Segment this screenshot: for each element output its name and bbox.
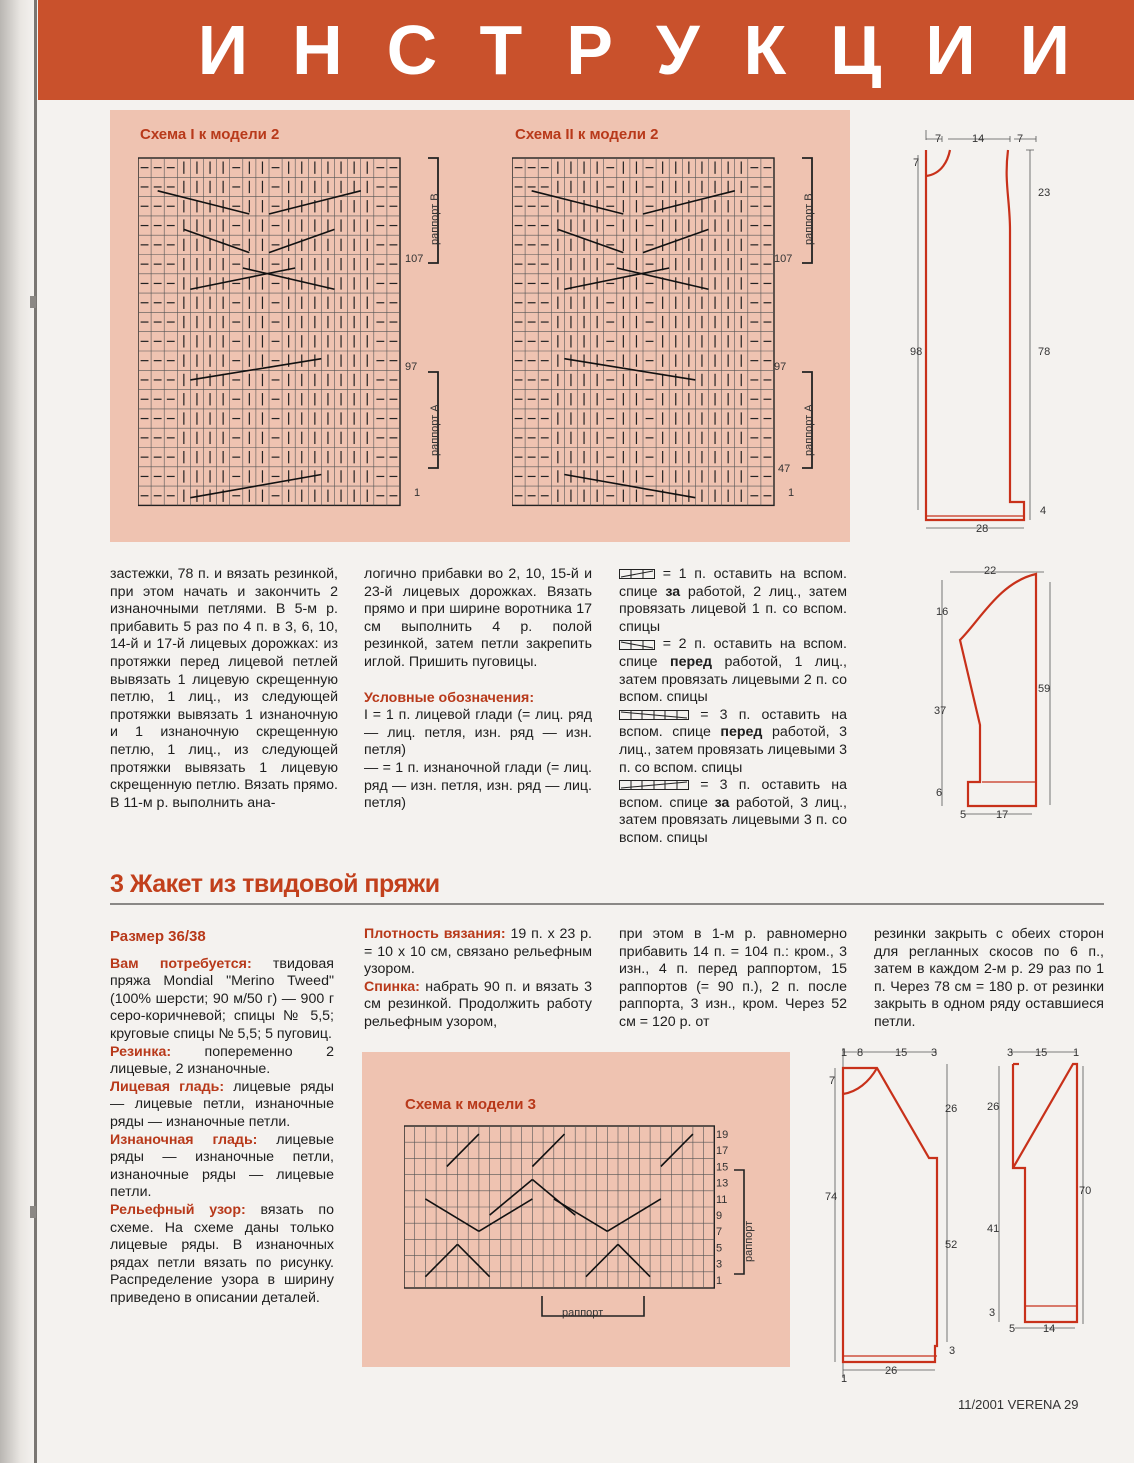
front-dim-78: 78 bbox=[1038, 346, 1051, 358]
binding-mark bbox=[30, 1206, 36, 1218]
front-dim-4: 4 bbox=[1040, 505, 1047, 517]
page-footer: 11/2001 VERENA 29 bbox=[958, 1397, 1079, 1412]
sleeve-dim-37: 37 bbox=[934, 705, 947, 717]
page-spine bbox=[0, 0, 34, 1463]
pattern-sleeve-2 bbox=[920, 560, 1070, 825]
chart2-rapport-b: раппорт В bbox=[803, 193, 815, 245]
front-dim-28: 28 bbox=[976, 523, 989, 535]
chart1-row-1: 1 bbox=[414, 487, 421, 499]
chart1-rapport-a: раппорт А bbox=[429, 404, 441, 456]
cable-crossing bbox=[607, 1199, 661, 1231]
chart3-rapport-h: раппорт bbox=[562, 1307, 604, 1319]
cable-3-3-right-icon bbox=[619, 780, 689, 790]
section-divider bbox=[110, 903, 1104, 905]
chart3-row-label: 1 bbox=[716, 1274, 723, 1287]
sleeve-dim-6: 6 bbox=[936, 787, 943, 799]
sleeve-dim-16: 16 bbox=[936, 606, 949, 618]
front-dim-7c: 7 bbox=[913, 157, 920, 169]
header-banner bbox=[38, 0, 1134, 100]
sleeve3-dim-70: 70 bbox=[1079, 1185, 1092, 1197]
sleeve-dim-5: 5 bbox=[960, 809, 967, 821]
chart3-row-label: 3 bbox=[716, 1258, 723, 1271]
sleeve3-dim-1: 1 bbox=[1073, 1047, 1080, 1059]
chart3-row-label: 13 bbox=[716, 1177, 729, 1190]
cable-crossing bbox=[554, 1199, 608, 1231]
section3-col2: Плотность вязания: 19 п. х 23 р. = 10 х 10 см, связано рельефным узором. Спинка: набрать 90 п. и вязать 3 см резинкой. Продолжить работу рельефным узором, bbox=[364, 926, 592, 1030]
chart2-title: Схема II к модели 2 bbox=[515, 126, 659, 143]
chart1-row-97: 97 bbox=[405, 361, 418, 373]
chart3-rapport-v: раппорт bbox=[743, 1220, 755, 1262]
chart2-row-47: 47 bbox=[778, 463, 791, 475]
chart3-row-label: 19 bbox=[716, 1129, 729, 1141]
section3-title: 3 Жакет из твидовой пряжи bbox=[110, 870, 440, 898]
front-dim-98: 98 bbox=[910, 346, 923, 358]
chart3-row-label: 11 bbox=[716, 1193, 728, 1206]
legend-title: Условные обозначения: bbox=[364, 689, 535, 706]
front-dim-7a: 7 bbox=[935, 133, 942, 145]
text-col1: застежки, 78 п. и вязать резинкой, при этом начать и закончить 2 изнаночными петлями. В 5-м р. прибавить 5 раз по 4 п. в 3, 6, 10, 14-й и 17-й лицевых дорожках: из протяжки перед лицевой петлей вывязать 1 лицевую скрещенную петлю, 1 лиц., из следующей протяжки вывязать 1 изнаночную и 1 изнаночную скрещенную петлю, 1 лиц., из следующей протяжки вывязать 1 лицевую скрещенную петлю. Вязать прямо. В 11-м р. выполнить ана- bbox=[110, 566, 338, 811]
legend-1: I = 1 п. лицевой глади (= лиц. ряд — лиц. петля, изн. ряд — изн. петля) bbox=[364, 707, 592, 759]
sleeve3-dim-3: 3 bbox=[1007, 1047, 1014, 1059]
pattern-front-2 bbox=[900, 130, 1080, 540]
cable-3-3-left-icon bbox=[619, 710, 689, 720]
cable-crossing bbox=[425, 1199, 479, 1231]
sleeve-dim-17: 17 bbox=[996, 809, 1009, 821]
cable-crossing bbox=[661, 1134, 693, 1166]
text-col3: = 1 п. оставить на вспом. спице за работой, 2 лиц., затем провязать лицевой 1 п. со вспом. спицы = 2 п. оставить на вспом. спице перед работой, 1 лиц., затем провязать лицевыми 2 п. со вспом. спицы = 3 п. оставить на вспом. спице перед работой, 3 лиц., затем провязать лицевыми 3 п. со вспом. спицы = 3 п. оставить на вспом. спице за работой, 3 лиц., затем провязать лицевыми 3 п. со вспом. спицы bbox=[619, 566, 848, 846]
chart3-row-label: 17 bbox=[716, 1145, 729, 1158]
chart3-title: Схема к модели 3 bbox=[405, 1096, 537, 1113]
chart2-row-107: 107 bbox=[774, 253, 793, 265]
back3-dim-74: 74 bbox=[825, 1191, 838, 1203]
chart1-rapport-b: раппорт В bbox=[429, 193, 441, 245]
sleeve3-dim-41: 41 bbox=[987, 1223, 1000, 1235]
chart3-row-label: 5 bbox=[716, 1242, 723, 1255]
back3-dim-1b: 1 bbox=[841, 1373, 848, 1382]
chart2-row-97: 97 bbox=[774, 361, 787, 373]
back3-dim-52: 52 bbox=[945, 1239, 958, 1251]
cable-crossing bbox=[532, 1134, 564, 1166]
chart1-title: Схема I к модели 2 bbox=[140, 126, 280, 143]
cable-2-1-left-icon bbox=[619, 640, 655, 650]
cable-1-2-right-icon bbox=[619, 569, 655, 579]
legend-2: — = 1 п. изнаночной глади (= лиц. ряд — изн. петля, изн. ряд — лиц. петля) bbox=[364, 759, 592, 812]
cable-crossing bbox=[643, 202, 689, 214]
chart2-rapport-a: раппорт А bbox=[803, 404, 815, 456]
chart3-grid bbox=[404, 1124, 764, 1334]
front-dim-14: 14 bbox=[972, 133, 985, 145]
back3-dim-8: 8 bbox=[857, 1047, 864, 1059]
back3-dim-26b: 26 bbox=[885, 1365, 898, 1377]
chart3-row-label: 15 bbox=[716, 1161, 729, 1174]
spine-edge bbox=[34, 0, 37, 1463]
sleeve3-dim-14: 14 bbox=[1043, 1323, 1056, 1335]
back3-dim-7: 7 bbox=[829, 1075, 836, 1087]
chart3-row-label: 7 bbox=[716, 1226, 723, 1239]
front-dim-7b: 7 bbox=[1017, 133, 1024, 145]
cable-crossing bbox=[269, 202, 315, 214]
chart2-grid bbox=[512, 150, 834, 510]
section3-col1: Размер 36/38 Вам потребуется: твидовая пряжа Mondial "Merino Tweed" (100% шерсти; 90 м/50 г) — 900 г серо-коричневой; спицы № 5,5; круговые спицы № 5,5; 5 пуговиц. Резинка: попеременно 2 лицевые, 2 изнаночные. Лицевая гладь: лицевые ряды — лицевые петли, изнаночные ряды — изнаночные петли. Изнаночная гладь: лицевые ряды — изнаночные петли, изнаночные ряды — лицевые петли. Рельефный узор: вязать по схеме. На схеме даны только лицевые ряды. В изнаночных рядах петли вязать по рисунку. Распределение узора в ширину приведено в описании деталей. bbox=[110, 928, 334, 1306]
size-label: Размер 36/38 bbox=[110, 928, 206, 945]
back3-dim-1a: 1 bbox=[841, 1047, 848, 1059]
front-dim-23: 23 bbox=[1038, 187, 1051, 199]
cable-crossing bbox=[447, 1134, 479, 1166]
back3-dim-15: 15 bbox=[895, 1047, 908, 1059]
sleeve-dim-22: 22 bbox=[984, 565, 997, 577]
chart1-grid bbox=[138, 150, 460, 510]
binding-mark bbox=[30, 296, 36, 308]
pattern-sleeve-3 bbox=[985, 1042, 1100, 1342]
sleeve3-dim-3b: 3 bbox=[989, 1307, 996, 1319]
back3-dim-3b: 3 bbox=[949, 1345, 956, 1357]
cable-crossing bbox=[479, 1199, 533, 1231]
header-title: ИНСТРУКЦИИ bbox=[197, 11, 1114, 89]
sleeve3-dim-15: 15 bbox=[1035, 1047, 1048, 1059]
pattern-back-3 bbox=[825, 1042, 965, 1382]
sleeve3-dim-26: 26 bbox=[987, 1101, 1000, 1113]
back3-dim-3: 3 bbox=[931, 1047, 938, 1059]
sleeve3-dim-5: 5 bbox=[1009, 1323, 1016, 1335]
chart2-row-1: 1 bbox=[788, 487, 795, 499]
back3-dim-26: 26 bbox=[945, 1103, 958, 1115]
chart3-row-label: 9 bbox=[716, 1210, 723, 1222]
section3-col3: при этом в 1-м р. равномерно прибавить 14 п. = 104 п.: кром., 3 изн., 4 п. перед раппортом, 15 раппортов (= 90 п.), 2 п. после раппорта, 3 изн., кром. Через 52 см = 120 р. от bbox=[619, 926, 847, 1030]
section3-col4: резинки закрыть с обеих сторон для регланных скосов по 6 п., затем в каждом 2-м р. 29 раз по 1 п. Через 78 см = 180 р. от резинки закрыть в одном ряду оставшиеся петли. bbox=[874, 926, 1104, 1030]
chart1-row-107: 107 bbox=[405, 253, 424, 265]
text-col2: логично прибавки во 2, 10, 15-й и 23-й лицевых дорожках. Вязать прямо и при ширине воротника 17 см выполнить 4 р. полой резинкой, затем петли закрепить иглой. Пришить пуговицы. Условные обозначения: I = 1 п. лицевой глади (= лиц. ряд — лиц. петля, изн. ряд — изн. петля) — = 1 п. изнаночной глади (= лиц. ряд — изн. петля, изн. ряд — лиц. петля) bbox=[364, 566, 592, 812]
sleeve-dim-59: 59 bbox=[1038, 683, 1051, 695]
